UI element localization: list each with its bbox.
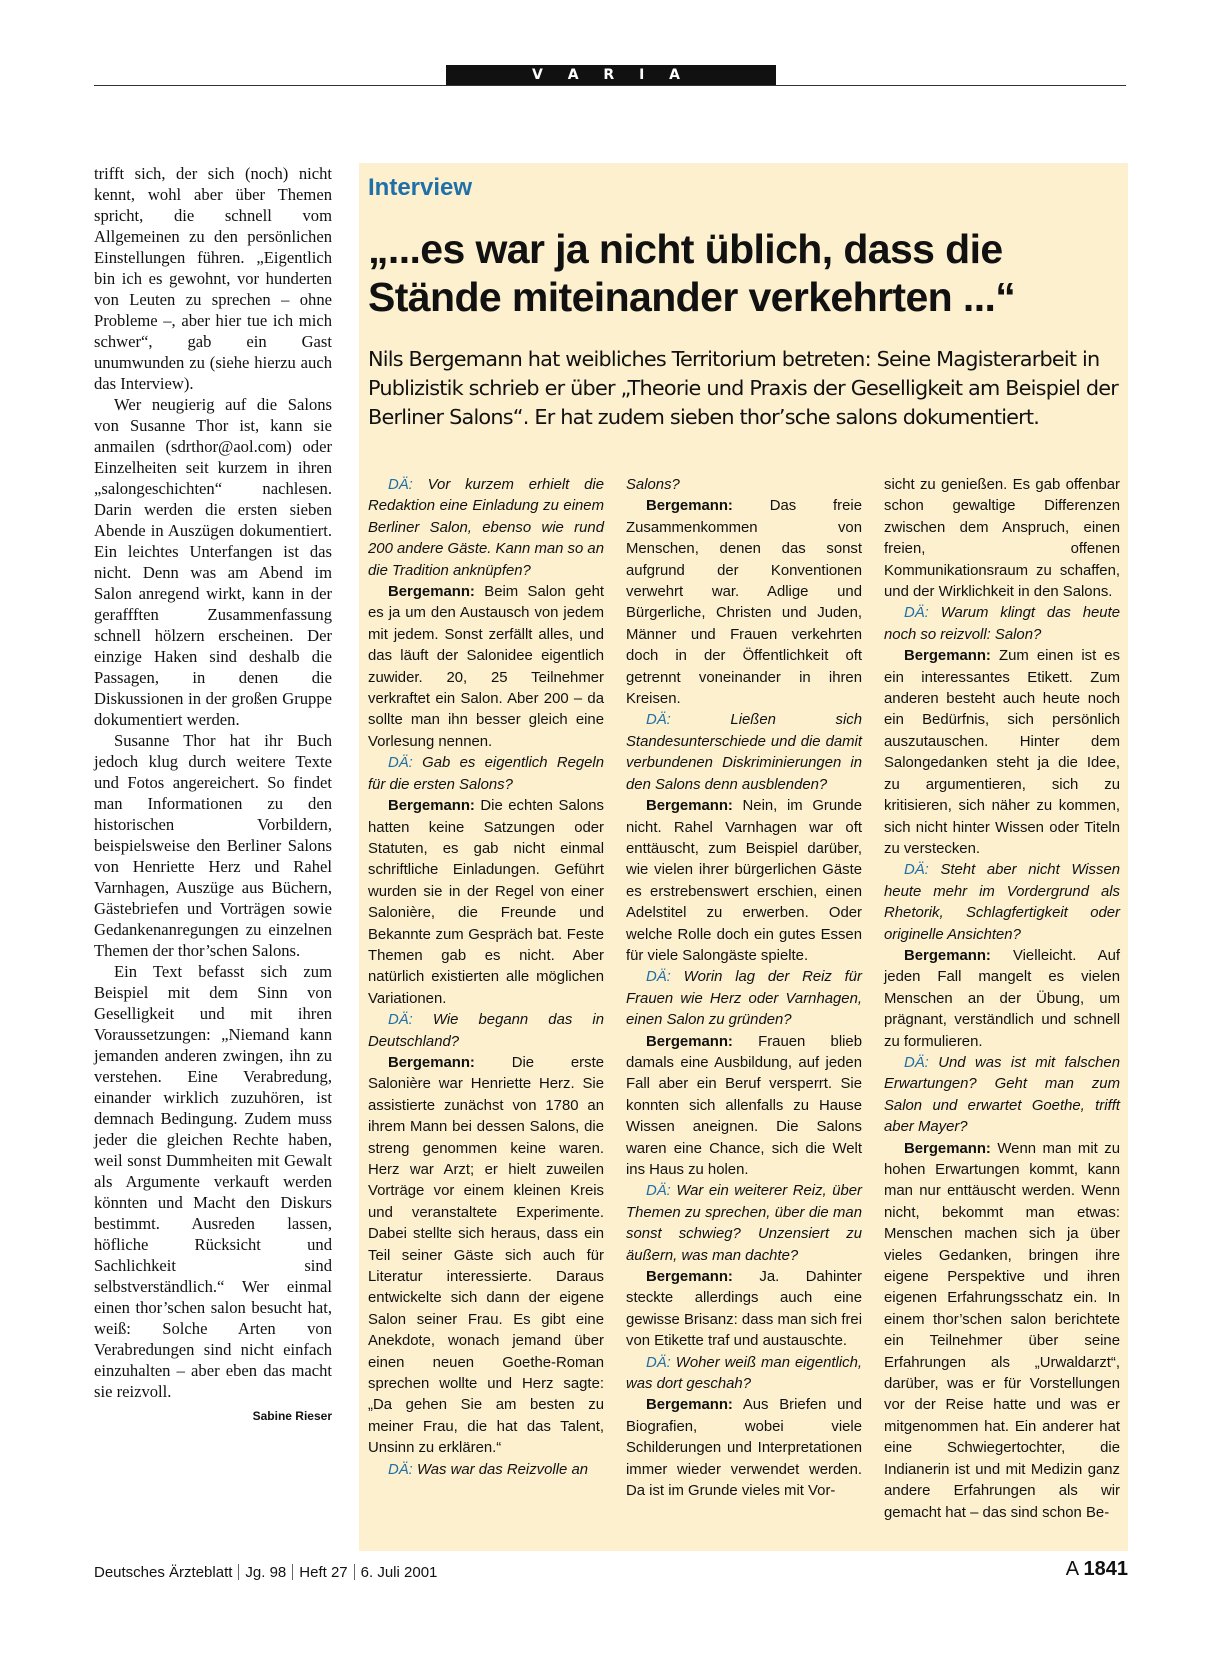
- footer-divider: [354, 1564, 355, 1580]
- question-label: DÄ:: [904, 862, 929, 879]
- question: [884, 603, 1120, 646]
- question: [368, 1010, 604, 1053]
- question: [368, 1460, 604, 1481]
- question-label: DÄ:: [646, 1183, 671, 1200]
- journal-volume: Jg. 98: [245, 1564, 287, 1581]
- left-paragraph: Susanne Thor hat ihr Buch jedoch klug durch weitere Texte und Fotos angereichert. So findet man Informationen zu den historischen Vorbildern, beispielsweise den Berliner Salons von Henriette Herz und Rahel Varnhagen, Auszüge aus Büchern, Gästebriefen und Vorträgen sowie Gedankenanregungen zu einzelnen Themen der thor’schen Salons.: [94, 731, 332, 960]
- answer: [884, 646, 1120, 860]
- question: [626, 1181, 862, 1267]
- answer-text: sicht zu genießen. Es gab offenbar schon gewaltige Differenzen zwischen dem Anspruch, einen freien, offenen Kommunikationsraum zu schaffen, und der Wirklichkeit in den Salons.: [884, 477, 1120, 601]
- journal-date: 6. Juli 2001: [360, 1564, 438, 1581]
- question-text: Warum klingt das heute noch so reizvoll: Salon?: [884, 605, 1120, 643]
- answer-text: Vielleicht. Auf jeden Fall mangelt es vielen Menschen an der Übung, um prägnant, verständlich und schnell zu formulieren.: [884, 947, 1120, 1050]
- question: [368, 475, 604, 582]
- question-text: Vor kurzem erhielt die Redaktion eine Einladung zu einem Berliner Salon, ebenso wie rund 200 andere Gäste. Kann man so an die Tradition anknüpfen?: [368, 477, 604, 579]
- question-text: Wie begann das in Deutschland?: [368, 1012, 604, 1050]
- answer-text: Zum einen ist es ein interessantes Etikett. Zum anderen besteht auch heute noch ein Bedürfnis, sich persönlich auszutauschen. Hinter dem Salongedanken steht ja die Idee, zu argumentieren, sich zu kritisieren, sich näher zu kommen, sich nicht hinter Wissen oder Titeln zu verstecken.: [884, 648, 1121, 857]
- question: [626, 1353, 862, 1396]
- question-label: DÄ:: [388, 1012, 413, 1029]
- answer-label: Bergemann:: [646, 498, 733, 515]
- question: [884, 860, 1120, 946]
- answer: [626, 796, 862, 967]
- answer-label: Bergemann:: [388, 798, 475, 815]
- footer-citation: [94, 1564, 437, 1581]
- left-article-column: [94, 163, 332, 1427]
- question-text: Und was ist mit falschen Erwartungen? Geht man zum Salon und erwartet Goethe, trifft aber Mayer?: [884, 1054, 1120, 1136]
- question-label: DÄ:: [646, 969, 671, 986]
- answer-label: Bergemann:: [646, 1033, 733, 1050]
- question-label: DÄ:: [388, 1461, 413, 1478]
- question: [626, 710, 862, 796]
- footer-divider: [292, 1564, 293, 1580]
- answer-label: Bergemann:: [388, 1054, 475, 1071]
- answer-text: Das freie Zusammenkommen von Menschen, denen das sonst aufgrund der Konventionen verwehrt war. Adlige und Bürgerliche, Christen und Juden, Männer und Frauen verkehrten doch in der Öffentlichkeit oft getrennt voneinander in ihren Kreisen.: [626, 498, 862, 708]
- question-text: Gab es eigentlich Regeln für die ersten Salons?: [368, 755, 605, 793]
- question: [368, 753, 604, 796]
- answer-label: Bergemann:: [904, 947, 991, 964]
- header-rule: [94, 85, 1126, 86]
- left-paragraph: Wer neugierig auf die Salons von Susanne Thor ist, kann sie anmailen (sdrthor@aol.com) oder Einzelheiten seit kurzem in ihren „salongeschichten“ nachlesen. Darin werden die ersten sieben Abende in Auszügen dokumentiert. Ein leichtes Unterfangen ist das nicht. Denn was am Abend im Salon anregend wirkt, kann in der geraffften Zusammenfassung schnell hölzern erscheinen. Der einzige Haken sind deshalb die Passagen, in denen die Diskussionen in der großen Gruppe dokumentiert werden.: [94, 395, 332, 729]
- answer-text: Frauen blieb damals eine Ausbildung, auf jeden Fall aber ein Beruf versperrt. Sie konnten sich allenfalls zu Hause Wissen aneignen. Die Salons waren eine Chance, sich die Welt ins Haus zu holen.: [626, 1033, 862, 1178]
- answer: [368, 582, 604, 753]
- interview-column-3: [884, 475, 1120, 1524]
- question-label: DÄ:: [388, 477, 413, 493]
- answer: [884, 946, 1120, 1053]
- answer: [626, 1395, 862, 1502]
- answer-text: Nein, im Grunde nicht. Rahel Varnhagen war oft enttäuscht, zum Beispiel darüber, wie vielen ihrer bürgerlichen Gäste es erstrebenswert erschien, einen Adelstitel zu erwerben. Oder welche Rolle doch ein gutes Essen für viele Salongäste spielte.: [626, 798, 862, 964]
- answer-text: Ja. Dahinter steckte allerdings auch eine gewisse Brisanz: dass man sich frei von Etikette traf und austauschte.: [626, 1269, 862, 1350]
- answer-label: Bergemann:: [646, 1269, 733, 1286]
- question-text: War ein weiterer Reiz, über Themen zu sprechen, über die man sonst schwieg? Unzensiert zu äußern, was man dachte?: [626, 1183, 862, 1264]
- page-number-value: 1841: [1083, 1558, 1128, 1580]
- answer-label: Bergemann:: [388, 584, 475, 601]
- answer: [626, 1267, 862, 1353]
- footer-divider: [238, 1564, 239, 1580]
- question: [626, 967, 862, 1031]
- answer-text: Die echten Salons hatten keine Satzungen oder Statuten, es gab nicht einmal schriftliche Einladungen. Geführt wurden sie in der Regel von einer Salonière, die Freunde und Bekannte zum Gespräch bat. Feste Themen gab es nicht. Aber natürlich existierten alle möglichen Variationen.: [368, 798, 605, 1007]
- interview-column-1: [368, 475, 604, 1481]
- question-label: DÄ:: [646, 712, 671, 729]
- answer: [626, 496, 862, 710]
- question-label: DÄ:: [904, 1054, 929, 1071]
- answer-label: Bergemann:: [904, 1140, 991, 1157]
- answer-text: Beim Salon geht es ja um den Austausch von jedem mit jedem. Sonst zerfällt alles, und das läuft der Salonidee eigentlich zuwider. 20, 25 Teilnehmer verkraftet ein Salon. Aber 200 – da sollte man ihn besser gleich eine Vorlesung nennen.: [368, 584, 604, 750]
- question-continued: [626, 475, 862, 496]
- answer-label: Bergemann:: [646, 1397, 733, 1414]
- answer-label: Bergemann:: [646, 798, 733, 815]
- question-text: Woher weiß man eigentlich, was dort geschah?: [626, 1354, 862, 1393]
- section-label: V A R I A: [446, 65, 776, 85]
- journal-issue: Heft 27: [299, 1564, 348, 1581]
- interview-kicker: Interview: [368, 174, 473, 201]
- left-paragraph: trifft sich, der sich (noch) nicht kennt, wohl aber über Themen spricht, die schnell vom Allgemeinen zu den persönlichen Einstellungen führen. „Eigentlich bin ich es gewohnt, vor hunderten von Leuten zu sprechen – ohne Probleme –, aber hier tue ich mich schwer“, gab ein Gast unumwunden zu (siehe hierzu auch das Interview).: [94, 164, 332, 393]
- question-label: DÄ:: [904, 605, 929, 622]
- author-byline: Sabine Rieser: [252, 1409, 332, 1423]
- question-text: Salons?: [626, 477, 680, 493]
- question: [884, 1053, 1120, 1139]
- answer-continued: [884, 475, 1120, 603]
- answer: [884, 1139, 1120, 1524]
- journal-name: Deutsches Ärzteblatt: [94, 1564, 233, 1581]
- answer: [626, 1032, 862, 1182]
- answer-label: Bergemann:: [904, 648, 991, 665]
- answer-text: Wenn man mit zu hohen Erwartungen kommt, kann man nur enttäuscht werden. Wenn nicht, bekommt man etwas: Menschen machen sich ja über vieles Gedanken, bringen ihre eigene Perspektive und ihren eigenen Erfahrungsschatz ein. In einem thor’schen salon berichtete ein Teilnehmer über seine Erfahrungen als „Urwaldarzt“, darüber, was er für Vorstellungen vor der Reise hatte und was er mitgenommen hat. Ein anderer hat eine Schwiegertochter, die Indianerin ist und mit Medizin ganz andere Erfahrungen als wir gemacht hat – das sind schon Be-: [884, 1140, 1120, 1521]
- page-prefix: A: [1065, 1558, 1078, 1580]
- answer-text: Aus Briefen und Biografien, wobei viele Schilderungen und Interpretationen immer wieder verwendet werden. Da ist im Grunde vieles mit Vor-: [626, 1397, 862, 1500]
- question-label: DÄ:: [388, 755, 413, 772]
- interview-lead: Nils Bergemann hat weibliches Territorium betreten: Seine Magisterarbeit in Publizistik schrieb er über „Theorie und Praxis der Geselligkeit am Beispiel der Berliner Salons“. Er hat zudem sieben thor’sche salons dokumentiert.: [368, 347, 1119, 429]
- question-text: Was war das Reizvolle an: [416, 1461, 589, 1478]
- question-text: Steht aber nicht Wissen heute mehr im Vordergrund als Rhetorik, Schlagfertigkeit oder originelle Ansichten?: [884, 862, 1121, 943]
- question-label: DÄ:: [646, 1354, 671, 1371]
- question-text: Ließen sich Standesunterschiede und die damit verbundenen Diskriminierungen in den Salons denn ausblenden?: [626, 712, 862, 793]
- question-text: Worin lag der Reiz für Frauen wie Herz oder Varnhagen, einen Salon zu gründen?: [626, 969, 862, 1029]
- interview-column-2: [626, 475, 862, 1503]
- page-number: [1066, 1558, 1128, 1581]
- answer-text: Die erste Salonière war Henriette Herz. Sie assistierte zunächst von 1780 an ihrem Mann bei dessen Salons, die streng genommen keine waren. Herz war Arzt; er hielt zuweilen Vorträge vor einem kleinen Kreis und veranstaltete Experimente. Dabei stellte sich heraus, dass ein Teil seiner Gäste sich auch für Literatur interessierte. Daraus entwickelte sich dann der eigene Salon seiner Frau. Es gibt eine Anekdote, wonach jemand über einen neuen Goethe-Roman sprechen wollte und Herz sagte: „Da gehen Sie am besten zu meiner Frau, die hat das Talent, Unsinn zu erklären.“: [368, 1054, 604, 1457]
- left-paragraph: Ein Text befasst sich zum Beispiel mit dem Sinn von Geselligkeit und mit ihren Voraussetzungen: „Niemand kann jemanden anderen zwingen, ihn zu verstehen. Eine Verabredung, einander wirklich zuzuhören, ist demnach Bedingung. Zudem muss jeder die gleichen Rechte haben, weil sonst Dummheiten mit Gewalt als Argumente verkauft werden könnten und Macht den Diskurs bestimmt. Ausreden lassen, höfliche Rücksicht und Sachlichkeit sind selbstverständlich.“ Wer einmal einen thor’schen salon besucht hat, weiß: Solche Arten von Verabredungen sind nicht einfach einzuhalten – aber eben das macht sie reizvoll.: [94, 962, 332, 1401]
- interview-headline: „...es war ja nicht üblich, dass die Stände miteinander verkehrten ...“: [368, 226, 1016, 320]
- answer: [368, 796, 604, 1010]
- answer: [368, 1053, 604, 1460]
